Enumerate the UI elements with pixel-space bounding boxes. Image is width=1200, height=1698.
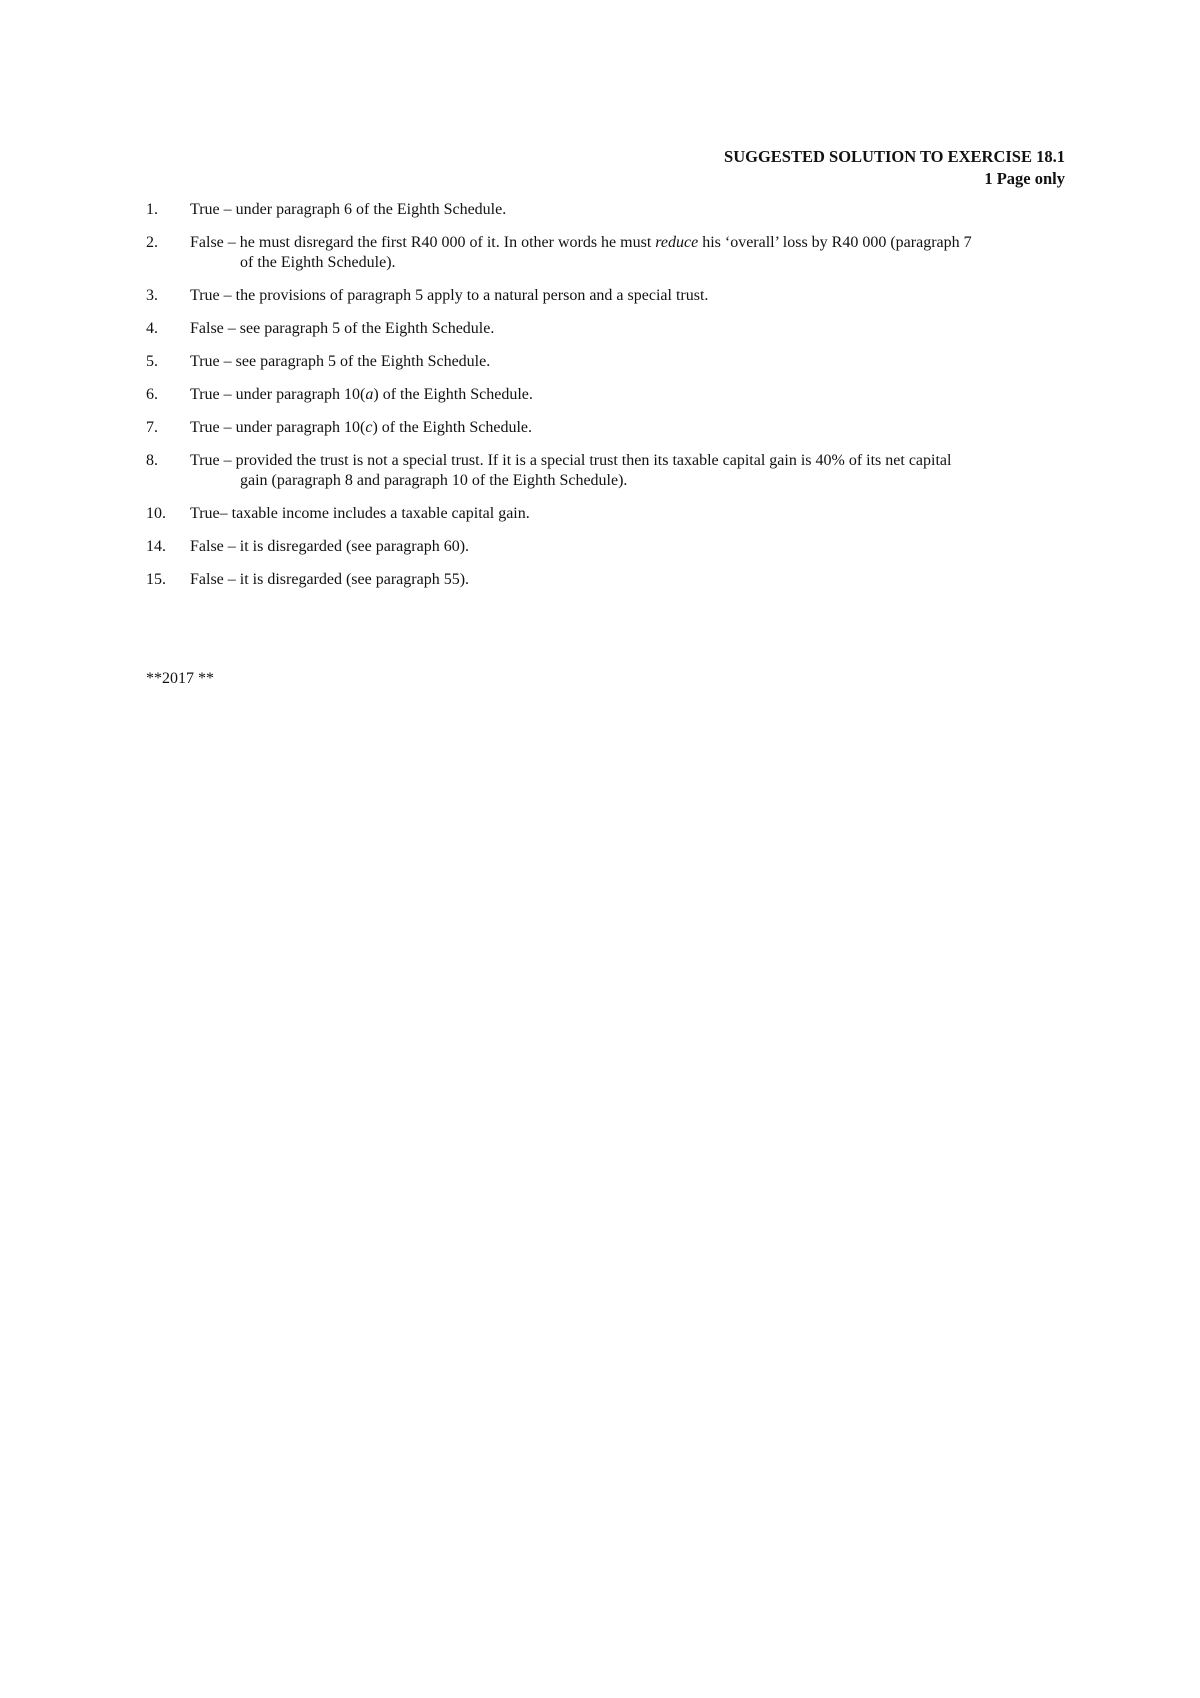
- heading-subtitle: 1 Page only: [984, 169, 1065, 188]
- answer-text: False – he must disregard the first R40 000 of it. In other words he must reduce his ‘overall’ loss by R40 000 (paragraph 7 of the Eighth Schedule).: [190, 233, 1066, 273]
- answer-number: 6.: [146, 386, 158, 403]
- answer-item-4: [146, 319, 1066, 339]
- answer-item-14: [146, 537, 1066, 557]
- answer-number: 15.: [146, 571, 166, 588]
- answer-text: True – see paragraph 5 of the Eighth Schedule.: [190, 353, 491, 370]
- answer-continuation: gain (paragraph 8 and paragraph 10 of the Eighth Schedule).: [240, 472, 628, 489]
- answer-item-1: [146, 200, 1066, 220]
- answer-list: [146, 200, 1066, 603]
- answer-number: 1.: [146, 201, 158, 218]
- answer-item-10: [146, 504, 1066, 524]
- answer-item-8: [146, 451, 1066, 491]
- answer-text: True – under paragraph 10(a) of the Eighth Schedule.: [190, 386, 533, 403]
- footer-year: **2017 **: [146, 670, 214, 687]
- answer-number: 10.: [146, 505, 166, 522]
- answer-item-6: [146, 385, 1066, 405]
- answer-number: 5.: [146, 353, 158, 370]
- emphasis-text: a: [365, 386, 374, 403]
- heading-title: SUGGESTED SOLUTION TO EXERCISE 18.1: [724, 147, 1065, 166]
- answer-item-15: [146, 570, 1066, 590]
- answer-item-2: [146, 233, 1066, 273]
- answer-item-5: [146, 352, 1066, 372]
- heading-block: [724, 146, 1065, 190]
- emphasis-text: reduce: [655, 234, 699, 251]
- answer-text: True – under paragraph 10(c) of the Eighth Schedule.: [190, 419, 532, 436]
- answer-text: True– taxable income includes a taxable capital gain.: [190, 505, 530, 522]
- answer-item-7: [146, 418, 1066, 438]
- answer-text: True – under paragraph 6 of the Eighth Schedule.: [190, 201, 507, 218]
- answer-item-3: [146, 286, 1066, 306]
- answer-text: True – provided the trust is not a special trust. If it is a special trust then its taxable capital gain is 40% of its net capital gain (paragraph 8 and paragraph 10 of the Eighth Schedule).: [190, 451, 1066, 491]
- answer-text: False – see paragraph 5 of the Eighth Schedule.: [190, 320, 495, 337]
- answer-number: 14.: [146, 538, 166, 555]
- answer-text: False – it is disregarded (see paragraph 60).: [190, 538, 470, 555]
- answer-continuation: of the Eighth Schedule).: [240, 254, 396, 271]
- answer-number: 4.: [146, 320, 158, 337]
- answer-number: 7.: [146, 419, 158, 436]
- answer-text: False – it is disregarded (see paragraph 55).: [190, 571, 470, 588]
- emphasis-text: c: [365, 419, 373, 436]
- answer-text: True – the provisions of paragraph 5 apply to a natural person and a special trust.: [190, 287, 709, 304]
- answer-number: 3.: [146, 287, 158, 304]
- answer-number: 8.: [146, 452, 158, 469]
- answer-number: 2.: [146, 234, 158, 251]
